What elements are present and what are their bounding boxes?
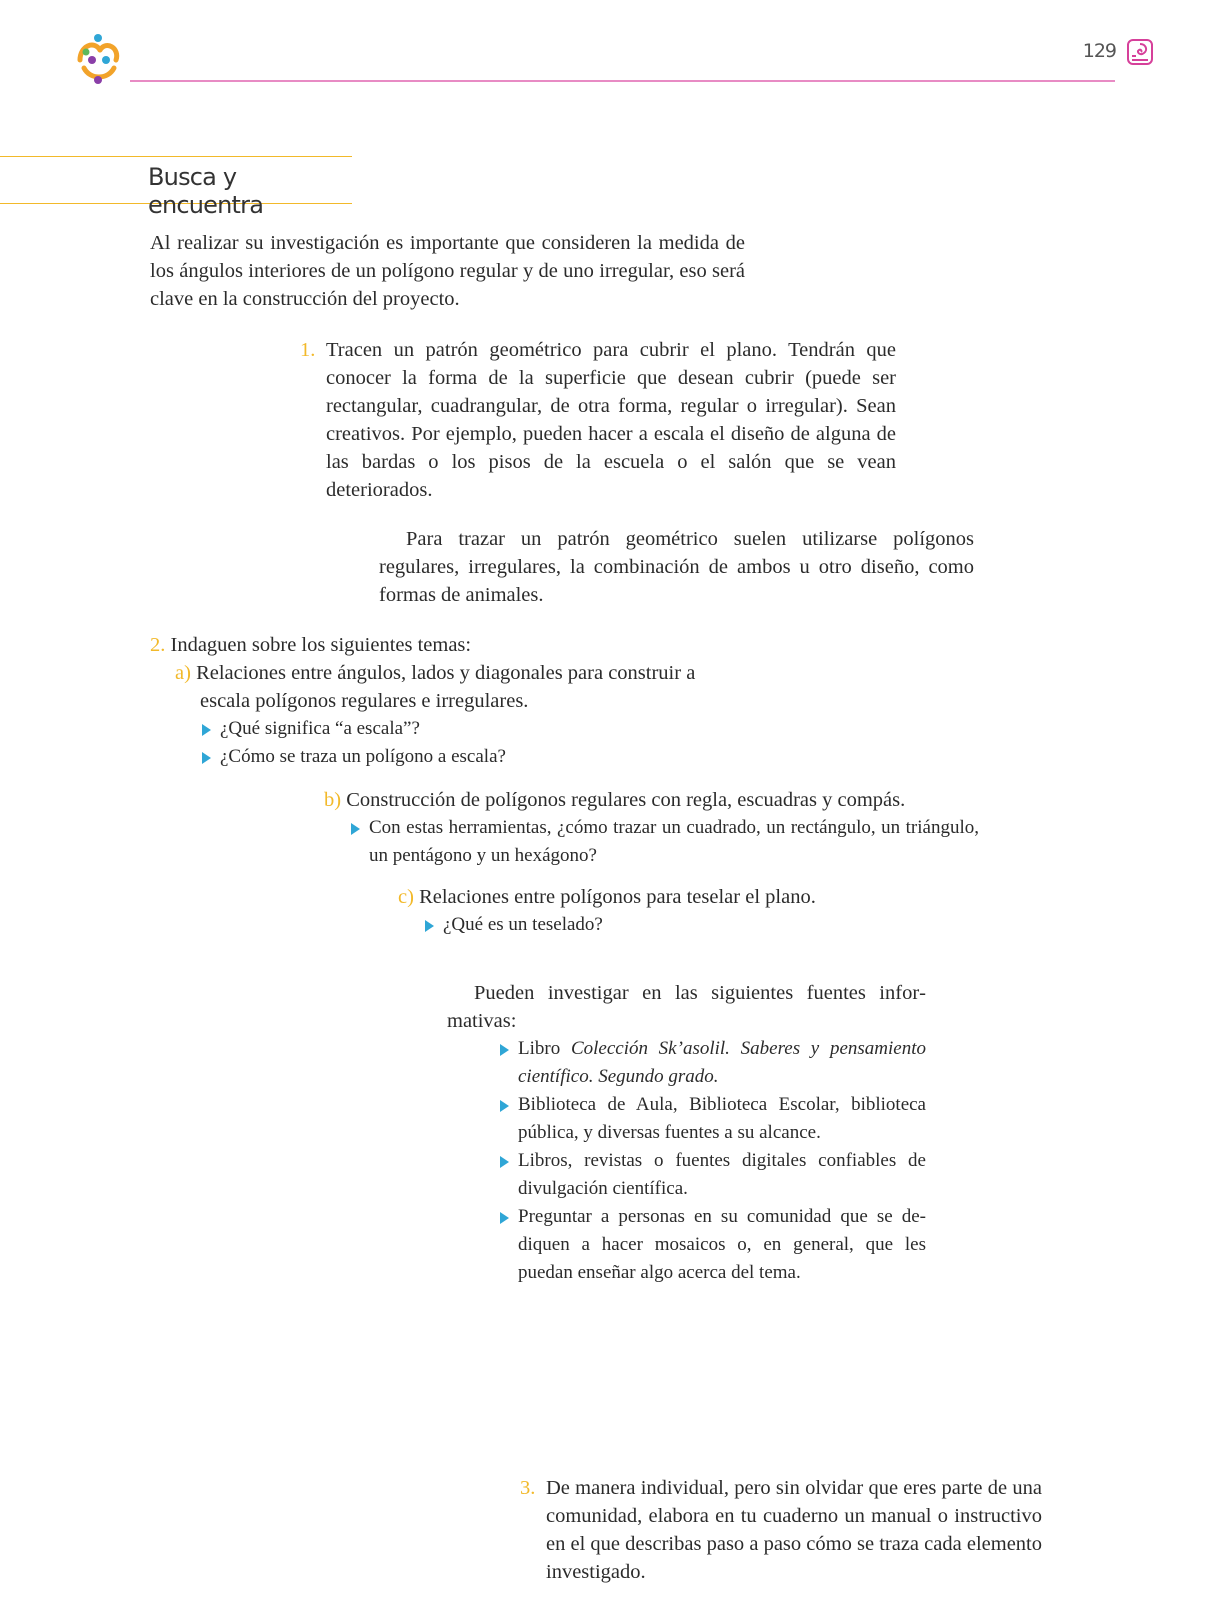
list-item: ¿Qué significa “a escala”? xyxy=(200,715,775,743)
bullet-icon xyxy=(500,1044,509,1056)
step-2a xyxy=(175,659,775,771)
step-2-number: 2. xyxy=(150,634,166,656)
list-item: Con estas herramientas, ¿cómo trazar un cuadrado, un rectángulo, un triángulo, un pentágono y un hexágono? xyxy=(349,814,979,870)
logo-icon xyxy=(70,30,126,86)
step-2c-letter: c) xyxy=(398,886,414,908)
step-1-text: Tracen un patrón geométrico para cubrir el plano. Tendrán que conocer la forma de la superficie que desean cubrir (puede ser rectangular, cuadrangular, de otra forma, regular o irregular). Sean creativos. Por ejemplo, pueden hacer a escala el diseño de alguna de las bardas o los pisos de la escuela o el salón que se vean deteriorados. xyxy=(326,339,896,501)
step-1 xyxy=(300,336,896,504)
page-number: 129 xyxy=(1082,40,1116,62)
note-paragraph: Para trazar un patrón geométrico suelen utilizarse polígonos regulares, irregulares, la combinación de ambos u otro diseño, como formas de animales. xyxy=(379,528,974,606)
step-1-number: 1. xyxy=(300,339,316,361)
step-2b-letter: b) xyxy=(324,789,342,811)
ornament-icon xyxy=(1126,38,1154,66)
step-2 xyxy=(150,631,770,659)
bullet-icon xyxy=(500,1212,509,1224)
header-rule xyxy=(130,80,1115,82)
step-2a-text-line1: Relaciones entre ángulos, lados y diagonales para construir a xyxy=(196,662,696,684)
list-item: Biblioteca de Aula, Biblioteca Escolar, biblioteca pública, y diversas fuentes a su alcance. xyxy=(498,1091,926,1147)
bullet-icon xyxy=(500,1100,509,1112)
step-3-number: 3. xyxy=(520,1477,536,1499)
step-3 xyxy=(520,1474,1042,1586)
bullet-icon xyxy=(202,752,211,764)
step-2c-text: Relaciones entre polígonos para teselar el plano. xyxy=(419,886,816,908)
step-2c xyxy=(398,883,958,939)
bullet-icon xyxy=(425,920,434,932)
list-item: Libro Colección Sk’asolil. Saberes y pensamiento científico. Segundo grado. xyxy=(498,1035,926,1091)
step-2b xyxy=(324,786,979,870)
step-2-text: Indaguen sobre los siguientes temas: xyxy=(170,634,472,656)
list-item: Libros, revistas o fuentes digitales confiables de divulgación científica. xyxy=(498,1147,926,1203)
list-item: ¿Cómo se traza un polígono a escala? xyxy=(200,743,775,771)
sources-list xyxy=(498,1035,926,1287)
sources-intro: Pueden investigar en las siguientes fuentes informativas: xyxy=(447,982,926,1032)
step-2a-letter: a) xyxy=(175,662,191,684)
bullet-icon xyxy=(500,1156,509,1168)
section-title: Busca y encuentra xyxy=(148,163,264,219)
list-item: Preguntar a personas en su comunidad que se dediquen a hacer mosaicos o, en general, que les puedan enseñar algo acerca del tema. xyxy=(498,1203,926,1287)
step-2a-text-line2: escala polígonos regulares e irregulares. xyxy=(200,690,529,712)
step-3-text: De manera individual, pero sin olvidar que eres parte de una comunidad, elabora en tu cuaderno un manual o instructivo en el que describas paso a paso cómo se traza cada elemento investigado. xyxy=(546,1477,1042,1583)
intro-paragraph: Al realizar su investigación es importante que consideren la medida de los ángulos interiores de un polígono regular y de uno irregular, eso será clave en la construcción del proyecto. xyxy=(150,232,745,310)
bullet-icon xyxy=(351,823,360,835)
step-2b-text: Construcción de polígonos regulares con regla, escuadras y compás. xyxy=(346,789,906,811)
list-item: ¿Qué es un teselado? xyxy=(423,911,958,939)
bullet-icon xyxy=(202,724,211,736)
section-heading xyxy=(0,156,352,219)
